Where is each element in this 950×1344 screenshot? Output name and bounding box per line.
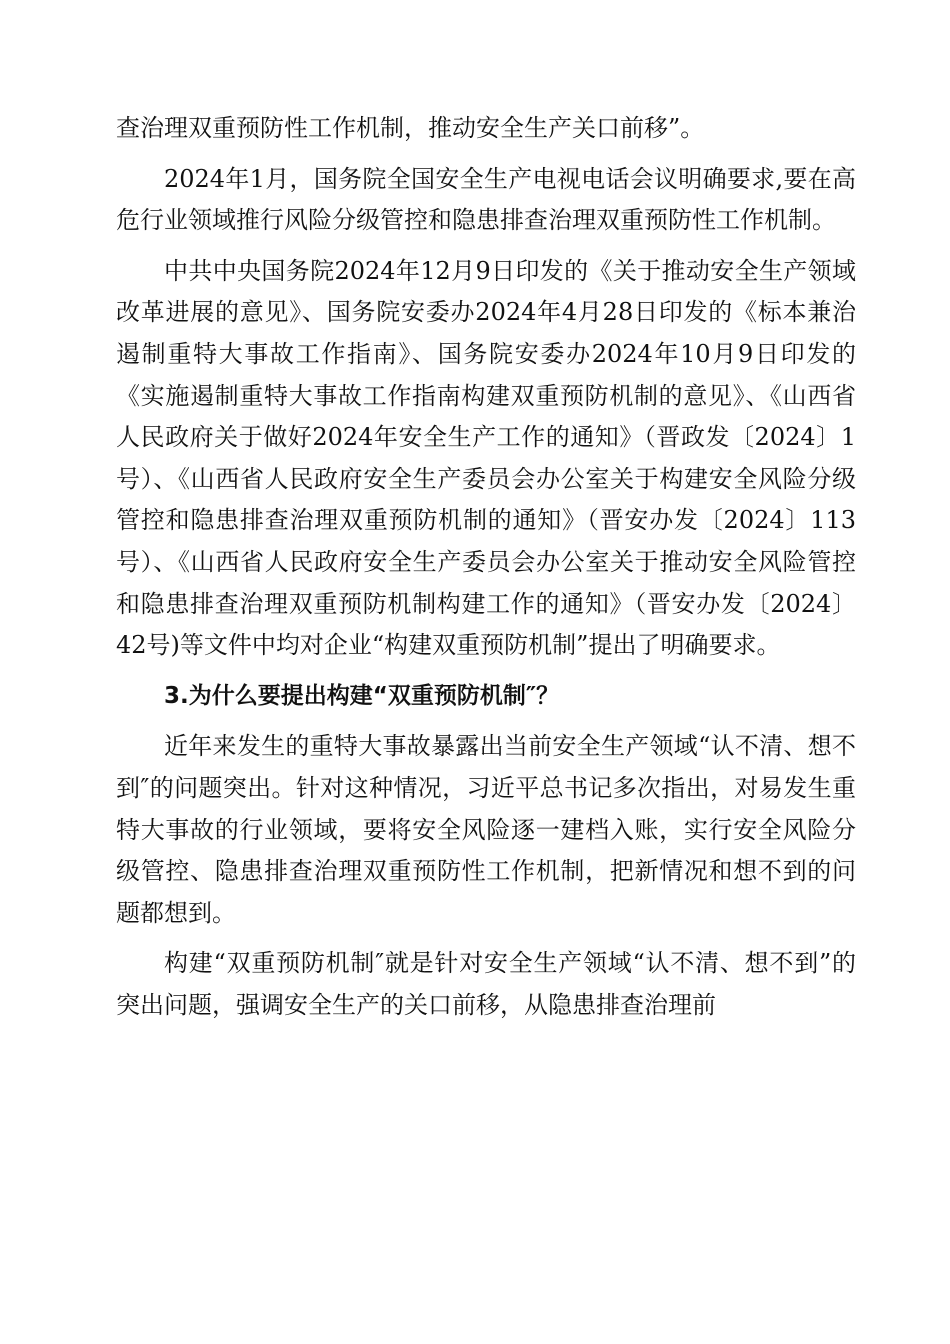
paragraph-meeting-requirement: 2024年1月，国务院全国安全生产电视电话会议明确要求,要在高危行业领域推行风险分级管控和隐患排查治理双重预防性工作机制。 <box>116 164 856 235</box>
paragraph-purpose: 构建“双重预防机制″就是针对安全生产领域“认不清、想不到”的突出问题，强调安全生产的关口前移，从隐患排查治理前 <box>116 949 856 1019</box>
section-heading: 3.为什么要提出构建“双重预防机制″？ <box>164 682 560 709</box>
document-body <box>116 108 856 1035</box>
paragraph-continuation: 查治理双重预防性工作机制，推动安全生产关口前移”。 <box>116 114 705 142</box>
paragraph-policy-documents: 中共中央国务院2024年12月9日印发的《关于推动安全生产领域改革进展的意见》、国务院安委办2024年4月28日印发的《标本兼治遏制重特大事故工作指南》、国务院安委办2024年10月9日印发的《实施遏制重特大事故工作指南构建双重预防机制的意见》、《山西省人民政府关于做好2024年安全生产工作的通知》（晋政发〔2024〕1号）、《山西省人民政府安全生产委员会办公室关于构建安全风险分级管控和隐患排查治理双重预防机制的通知》（晋安办发〔2024〕113号）、《山西省人民政府安全生产委员会办公室关于推动安全风险管控和隐患排查治理双重预防机制构建工作的通知》（晋安办发〔2024〕42号)等文件中均对企业“构建双重预防机制”提出了明确要求。 <box>116 256 856 660</box>
paragraph-background: 近年来发生的重特大事故暴露出当前安全生产领域“认不清、想不到″的问题突出。针对这种情况，习近平总书记多次指出，对易发生重特大事故的行业领域，要将安全风险逐一建档入账，实行安全风险分级管控、隐患排查治理双重预防性工作机制，把新情况和想不到的问题都想到。 <box>116 732 856 927</box>
